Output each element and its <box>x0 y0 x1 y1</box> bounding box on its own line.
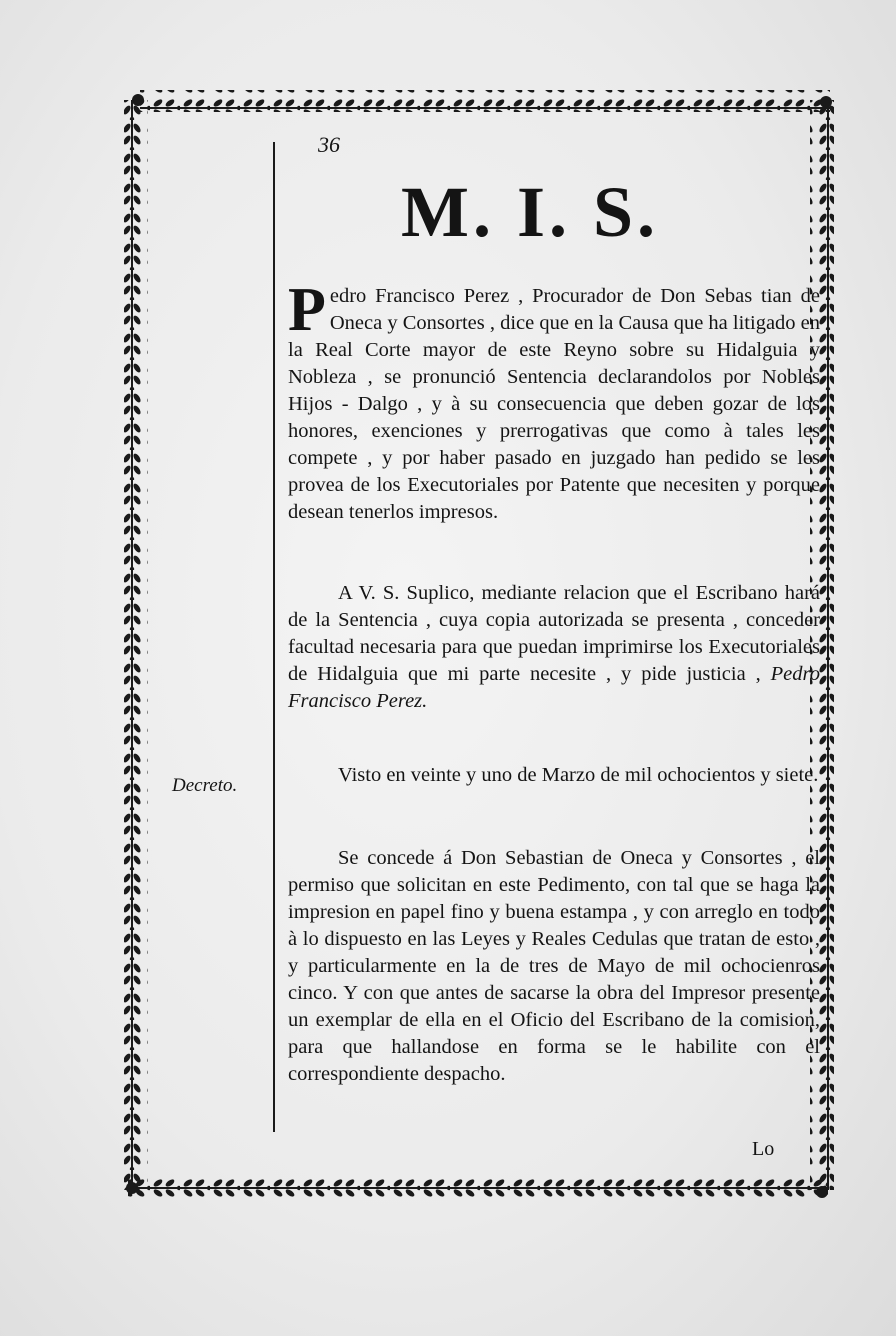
drop-cap: P <box>288 276 326 344</box>
concession-text: Se concede á Don Sebastian de Oneca y Consortes , el permiso que solicitan en este Pedimento, con tal que se haga la impresion en papel fino y buena estampa , y con arreglo en todo à lo dispuesto en las Leyes y Reales Cedulas que tratan de esto , y particularmente en la de tres de Mayo de mil ochocienros cinco. Y con que antes de sacarse la obra del Impresor presente un exemplar de ella en el Oficio del Escribano de la comision, para que hallandose en forma se le habilite con el correspondiente despacho. <box>288 847 820 1085</box>
paragraph-visto <box>288 762 820 789</box>
visto-text: Visto en veinte y uno de Marzo de mil ochocientos y siete. <box>338 764 819 786</box>
margin-note-decreto: Decreto. <box>172 775 238 796</box>
petition-text: edro Francisco Perez , Procurador de Don Sebas tian de Oneca y Consortes , dice que en la Causa que ha litigado en la Real Corte mayor de este Reyno sobre su Hidalguia y Nobleza , se pronunció Sentencia declarandolos por Nobles Hijos - Dalgo , y à su consecuencia que deben gozar de los honores, exenciones y prerrogativas que como à tales les compete , y por haber pasado en juzgado han pedido se les provea de los Executoriales por Patente que necesiten y porque desean tenerlos impresos. <box>288 285 821 523</box>
page-title: M. I. S. <box>400 172 660 252</box>
page-number: 36 <box>318 132 340 157</box>
paragraph-supplication <box>288 580 820 715</box>
signature: Pedro Francisco Perez. <box>288 663 820 712</box>
catchword: Lo <box>752 1138 775 1160</box>
margin-rule <box>273 142 275 1132</box>
paragraph-petition <box>288 276 821 526</box>
supplication-text: A V. S. Suplico, mediante relacion que el Escribano hará de la Sentencia , cuya copia autorizada se presenta , conceder facultad necesaria para que puedan imprimirse los Executoriales de Hidalguia que mi parte necesite , y pide justicia , <box>288 582 820 685</box>
paragraph-concession <box>288 845 820 1088</box>
